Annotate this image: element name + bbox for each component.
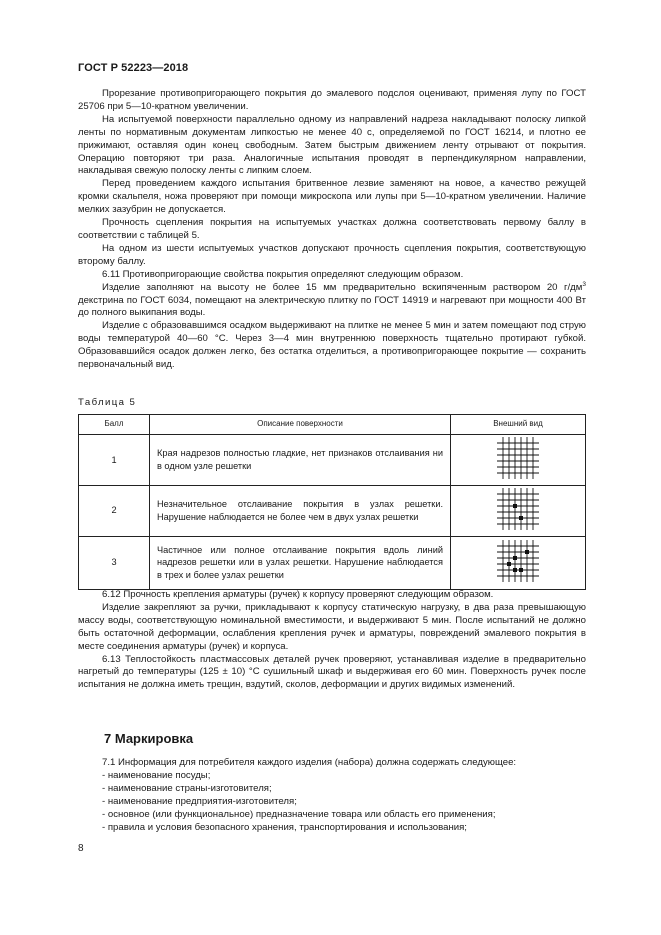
table-caption: Таблица 5 [78,397,137,408]
paragraph: Изделие закрепляют за ручки, прикладывают к корпусу статическую нагрузку, в два раза превышающую массу воды, соответствующую номинальной вместимости, и выдерживают 5 мин. После испытаний не должно быть остаточной деформации, ослабления крепления ручек и арматуры, повреждений эмалевого покрытия в месте соединения арматуры (ручек) и корпуса. [78,601,586,652]
cell-appearance [451,485,586,536]
table-header-row [79,415,586,435]
section-title: 7 Маркировка [104,731,194,746]
defect-mark [513,556,517,560]
crosshatch-grid-image [495,486,541,532]
paragraph-solution [78,282,586,321]
list-item: - правила и условия безопасного хранения, транспортирования и использования; [102,821,467,833]
table-row [79,536,586,589]
crosshatch-grid-image [495,435,541,481]
cell-ball: 3 [79,536,150,589]
cell-description: Незначительное отслаивание покрытия в узлах решетки. Нарушение наблюдается не более чем в двух узлах решетки [150,485,451,536]
superscript: 3 [582,280,586,288]
col-header-appearance: Внешний вид [451,415,586,435]
crosshatch-grid-image [495,538,541,584]
clause-6-12: 6.12 Прочность крепления арматуры (ручек) к корпусу проверяют следующим образом. [102,589,494,600]
cell-description: Частичное или полное отслаивание покрытия вдоль линий надрезов решетки или в узлах решетки. Нарушение наблюдается в трех и более узлах решетки [150,536,451,589]
paragraph: Прорезание противопригорающего покрытия до эмалевого подслоя оценивают, применяя лупу по ГОСТ 25706 при 5—10-кратном увеличении. [78,88,586,112]
page-number: 8 [78,843,84,854]
marking-list [78,770,586,835]
defect-mark [513,504,517,508]
list-item: - наименование посуды; [102,769,211,781]
text-block-top [78,88,586,372]
defect-mark [519,516,523,520]
text-block-section7 [78,757,586,834]
cell-appearance [451,435,586,486]
clause-7-1: 7.1 Информация для потребителя каждого изделия (набора) должна содержать следующее: [102,757,517,768]
cell-appearance [451,536,586,589]
paragraph-deposit: Изделие с образовавшимся осадком выдерживают на плитке не менее 5 мин и затем помещают под струю воды температурой 40—60 °С. Через 3—4 мин внутреннюю поверхность тщательно протирают губкой. Образовавшийся осадок должен легко, без остатка отделиться, а противопригорающее покрытие — сохранить первоначальный вид. [78,320,586,371]
defect-mark [519,568,523,572]
cell-ball: 1 [79,435,150,486]
defect-mark [525,550,529,554]
list-item: - наименование предприятия-изготовителя; [102,795,297,807]
table-row [79,435,586,486]
col-header-description: Описание поверхности [150,415,451,435]
table-row [79,485,586,536]
cell-description: Края надрезов полностью гладкие, нет признаков отслаивания ни в одном узле решетки [150,435,451,486]
text-block-mid [78,589,586,692]
paragraph: На испытуемой поверхности параллельно одному из направлений надреза накладывают полоску липкой ленты по нормативным документам липкостью не менее 40 с, определяемой по ГОСТ 16214, и плотно ее прижимают, оставляя один конец свободным. Затем быстрым движением ленту отрывают от покрытия. Операцию повторяют три раза. Аналогичные испытания проводят в перпендикулярном направлении, накладывая свежую полоску ленты с липким слоем. [78,113,586,177]
cell-ball: 2 [79,485,150,536]
solution-text-b: декстрина по ГОСТ 6034, помещают на электрическую плитку по ГОСТ 14919 и нагревают при мощности 400 Вт до полного выкипания воды. [78,294,586,319]
clause-6-13: 6.13 Теплостойкость пластмассовых деталей ручек проверяют, устанавливая изделие в предварительно нагретый до температуры (125 ± 10) °С сушильный шкаф и выдерживая его 60 мин. Поверхность ручек после испытания не должна иметь трещин, вздутий, сколов, деформации и других видимых изменений. [78,653,586,691]
paragraph: На одном из шести испытуемых участков допускают прочность сцепления покрытия, соответствующую второму баллу. [78,242,586,267]
paragraph: Прочность сцепления покрытия на испытуемых участках должна соответствовать первому баллу в соответствии с таблицей 5. [78,217,586,241]
clause-6-11: 6.11 Противопригорающие свойства покрытия определяют следующим образом. [102,268,464,280]
table-5 [78,414,586,590]
list-item: - наименование страны-изготовителя; [102,782,272,794]
document-header: ГОСТ Р 52223—2018 [78,62,189,74]
paragraph: Перед проведением каждого испытания бритвенное лезвие заменяют на новое, а качество режущей кромки скальпеля, ножа проверяют при помощи микроскопа или лупы при 5—10-кратном увеличении. Наличие мелких зазубрин не допускается. [78,178,586,216]
defect-mark [513,568,517,572]
defect-mark [507,562,511,566]
solution-text-a: Изделие заполняют на высоту не более 15 мм предварительно вскипяченным раствором 20 г/дм [102,281,583,293]
list-item: - основное (или функциональное) предназначение товара или область его применения; [102,808,496,820]
col-header-ball: Балл [79,415,150,435]
